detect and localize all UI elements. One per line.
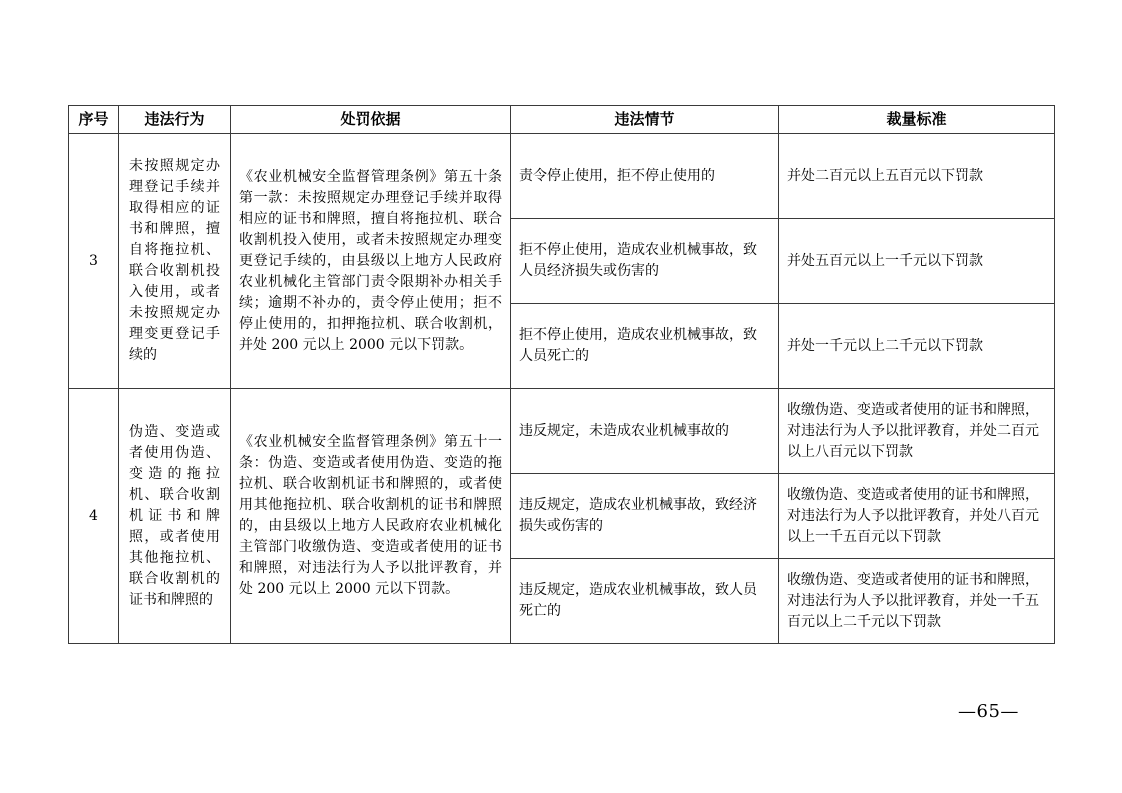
table-row xyxy=(69,389,1055,474)
standard-cell: 并处五百元以上一千元以下罚款 xyxy=(779,219,1055,304)
illegal-behavior-cell: 未按照规定办理登记手续并取得相应的证书和牌照，擅自将拖拉机、联合收割机投入使用，或者未按照规定办理变更登记手续的 xyxy=(119,134,231,389)
header-违法情节: 违法情节 xyxy=(511,106,779,134)
table-row xyxy=(69,134,1055,219)
row-index: 4 xyxy=(69,389,119,644)
standard-cell: 收缴伪造、变造或者使用的证书和牌照，对违法行为人予以批评教育，并处一千五百元以上二千元以下罚款 xyxy=(779,559,1055,644)
penalty-basis-cell: 《农业机械安全监督管理条例》第五十一条：伪造、变造或者使用伪造、变造的拖拉机、联合收割机证书和牌照的，或者使用其他拖拉机、联合收割机的证书和牌照的，由县级以上地方人民政府农业机械化主管部门收缴伪造、变造或者使用的证书和牌照，对违法行为人予以批评教育，并处 200 元以上 2000 元以下罚款。 xyxy=(231,389,511,644)
circumstance-cell: 违反规定，造成农业机械事故，致经济损失或伤害的 xyxy=(511,474,779,559)
header-违法行为: 违法行为 xyxy=(119,106,231,134)
circumstance-cell: 违反规定，未造成农业机械事故的 xyxy=(511,389,779,474)
illegal-behavior-cell: 伪造、变造或者使用伪造、变造的拖拉机、联合收割机证书和牌照，或者使用其他拖拉机、联合收割机的证书和牌照的 xyxy=(119,389,231,644)
circumstance-cell: 违反规定，造成农业机械事故，致人员死亡的 xyxy=(511,559,779,644)
standard-cell: 并处二百元以上五百元以下罚款 xyxy=(779,134,1055,219)
circumstance-cell: 拒不停止使用，造成农业机械事故，致人员经济损失或伤害的 xyxy=(511,219,779,304)
penalty-basis-cell: 《农业机械安全监督管理条例》第五十条第一款：未按照规定办理登记手续并取得相应的证书和牌照，擅自将拖拉机、联合收割机投入使用，或者未按照规定办理变更登记手续的，由县级以上地方人民政府农业机械化主管部门责令限期补办相关手续；逾期不补办的，责令停止使用；拒不停止使用的，扣押拖拉机、联合收割机，并处 200 元以上 2000 元以下罚款。 xyxy=(231,134,511,389)
header-处罚依据: 处罚依据 xyxy=(231,106,511,134)
circumstance-cell: 责令停止使用，拒不停止使用的 xyxy=(511,134,779,219)
table-header-row xyxy=(69,106,1055,134)
penalty-standards-table xyxy=(68,105,1055,644)
standard-cell: 并处一千元以上二千元以下罚款 xyxy=(779,304,1055,389)
standard-cell: 收缴伪造、变造或者使用的证书和牌照，对违法行为人予以批评教育，并处八百元以上一千五百元以下罚款 xyxy=(779,474,1055,559)
standard-cell: 收缴伪造、变造或者使用的证书和牌照，对违法行为人予以批评教育，并处二百元以上八百元以下罚款 xyxy=(779,389,1055,474)
page-number: —65— xyxy=(958,701,1019,722)
header-裁量标准: 裁量标准 xyxy=(779,106,1055,134)
row-index: 3 xyxy=(69,134,119,389)
header-序号: 序号 xyxy=(69,106,119,134)
circumstance-cell: 拒不停止使用，造成农业机械事故，致人员死亡的 xyxy=(511,304,779,389)
